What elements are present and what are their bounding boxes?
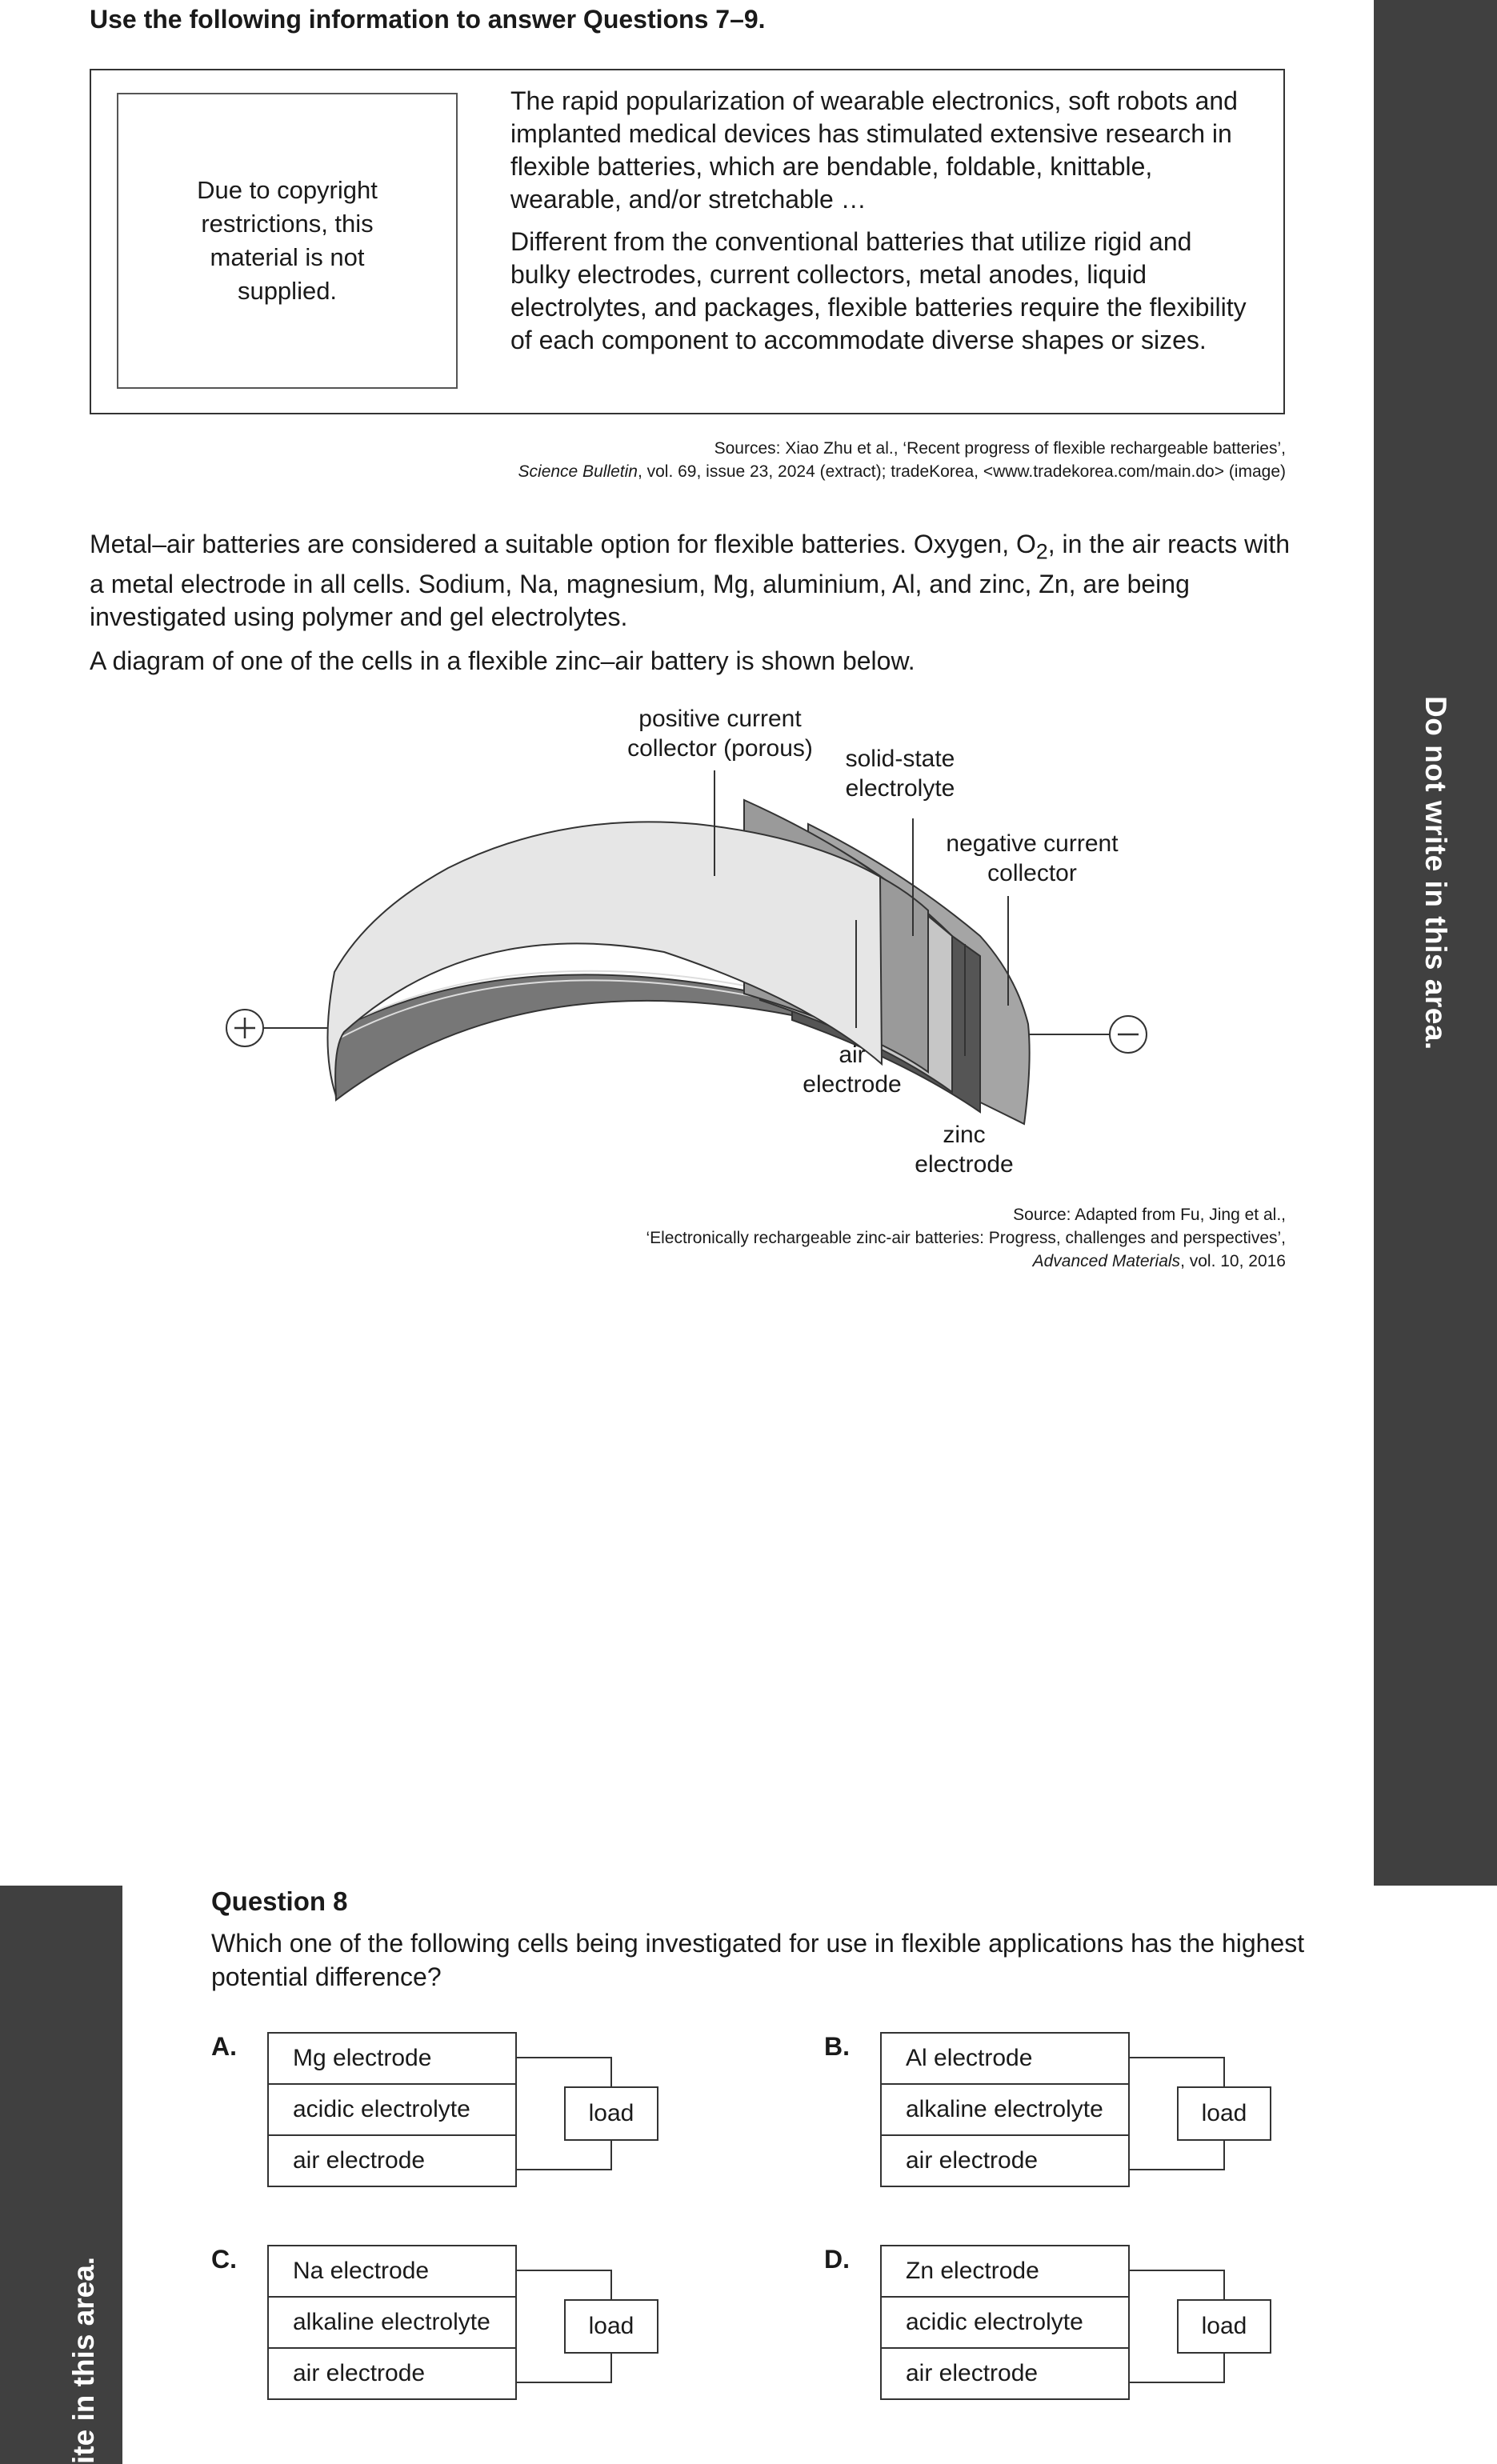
metal-electrode-row: Zn electrode [880, 2245, 1130, 2298]
intro-paragraph-1 [90, 528, 1306, 634]
diagram-source-line-3 [646, 1250, 1286, 1273]
load-box: load [564, 2299, 658, 2354]
option-b[interactable] [824, 2032, 1432, 2202]
diagram-journal-name: Advanced Materials [1032, 1252, 1181, 1270]
sources-line-2 [518, 460, 1286, 483]
sources-citation [518, 437, 1286, 483]
copyright-notice: Due to copyright restrictions, this material is not supplied. [197, 176, 378, 305]
metal-electrode-row: Na electrode [267, 2245, 517, 2298]
air-electrode-row: air electrode [880, 2134, 1130, 2187]
option-d[interactable] [824, 2245, 1432, 2414]
metal-electrode-row: Mg electrode [267, 2032, 517, 2085]
option-letter: D. [824, 2245, 850, 2274]
label-negative-current-collector: negative current collector [946, 830, 1119, 886]
diagram-source-line-2: ‘Electronically rechargeable zinc-air batteries: Progress, challenges and perspectives’, [646, 1229, 1286, 1247]
cell-diagram [880, 2032, 1130, 2187]
air-electrode-row: air electrode [267, 2347, 517, 2400]
option-letter: C. [211, 2245, 237, 2274]
metal-electrode-row: Al electrode [880, 2032, 1130, 2085]
cell-diagram [880, 2245, 1130, 2400]
oxygen-subscript: 2 [1035, 539, 1048, 564]
copyright-placeholder [117, 93, 458, 389]
load-box: load [1177, 2086, 1271, 2141]
cell-diagram [267, 2245, 517, 2400]
diagram-source-line-1: Source: Adapted from Fu, Jing et al., [1013, 1206, 1286, 1224]
option-letter: B. [824, 2032, 850, 2061]
option-c[interactable] [211, 2245, 819, 2414]
label-positive-current-collector: positive current collector (porous) [627, 706, 813, 762]
extract-paragraph-1: The rapid popularization of wearable electronics, soft robots and implanted medical devices has stimulated extensive research in flexible batteries, which are bendable, foldable, knittable, wearable, and/or stretchable … [510, 86, 1238, 214]
sources-line-2-rest: , vol. 69, issue 23, 2024 (extract); tradeKorea, <www.tradekorea.com/main.do> (image) [637, 462, 1286, 481]
label-zinc-electrode: zinc electrode [915, 1122, 1014, 1178]
sources-line-1: Sources: Xiao Zhu et al., ‘Recent progress of flexible rechargeable batteries’, [714, 439, 1286, 458]
extract-paragraph-2: Different from the conventional batteries that utilize rigid and bulky electrodes, current collectors, metal anodes, liquid electrolytes, and packages, flexible batteries require the flexibility of each component to accommodate diverse shapes or sizes. [510, 227, 1247, 354]
label-air-electrode: air electrode [803, 1042, 902, 1098]
intro-paragraph-2: A diagram of one of the cells in a flexible zinc–air battery is shown below. [90, 646, 915, 676]
label-solid-state-electrolyte: solid-state electrolyte [845, 746, 955, 802]
zinc-air-cell-diagram [184, 696, 1200, 1192]
question-text: Which one of the following cells being investigated for use in flexible applications has the highest potential difference? [211, 1929, 1305, 1991]
intro-p1-part-a: Metal–air batteries are considered a suitable option for flexible batteries. Oxygen, O [90, 530, 1036, 558]
option-letter: A. [211, 2032, 237, 2061]
positive-current-collector [327, 822, 882, 1096]
article-extract [510, 85, 1255, 366]
section-heading: Use the following information to answer Questions 7–9. [90, 5, 766, 34]
intro-text [90, 528, 1306, 689]
air-electrode-row: air electrode [880, 2347, 1130, 2400]
cell-diagram [267, 2032, 517, 2187]
do-not-write-notice-right: Do not write in this area. [1419, 696, 1452, 1050]
load-box: load [564, 2086, 658, 2141]
right-margin-band [1374, 0, 1497, 1886]
electrolyte-row: alkaline electrolyte [267, 2296, 517, 2349]
do-not-write-notice-left: ite in this area. [67, 2256, 100, 2464]
electrolyte-row: acidic electrolyte [267, 2083, 517, 2136]
air-electrode-row: air electrode [267, 2134, 517, 2187]
electrolyte-row: acidic electrolyte [880, 2296, 1130, 2349]
left-margin-band [0, 1886, 122, 2464]
question-title: Question 8 [211, 1886, 348, 1916]
diagram-source-citation [646, 1203, 1286, 1273]
intro-p1-part-b: , in the air reacts with a metal electrode in all cells. Sodium, Na, magnesium, Mg, aluminium, Al, and zinc, Zn, are being investigated using polymer and gel electrolytes. [90, 530, 1291, 632]
electrolyte-row: alkaline electrolyte [880, 2083, 1130, 2136]
option-a[interactable] [211, 2032, 819, 2202]
journal-name: Science Bulletin [518, 462, 638, 481]
diagram-source-line-3-rest: , vol. 10, 2016 [1180, 1252, 1286, 1270]
load-box: load [1177, 2299, 1271, 2354]
